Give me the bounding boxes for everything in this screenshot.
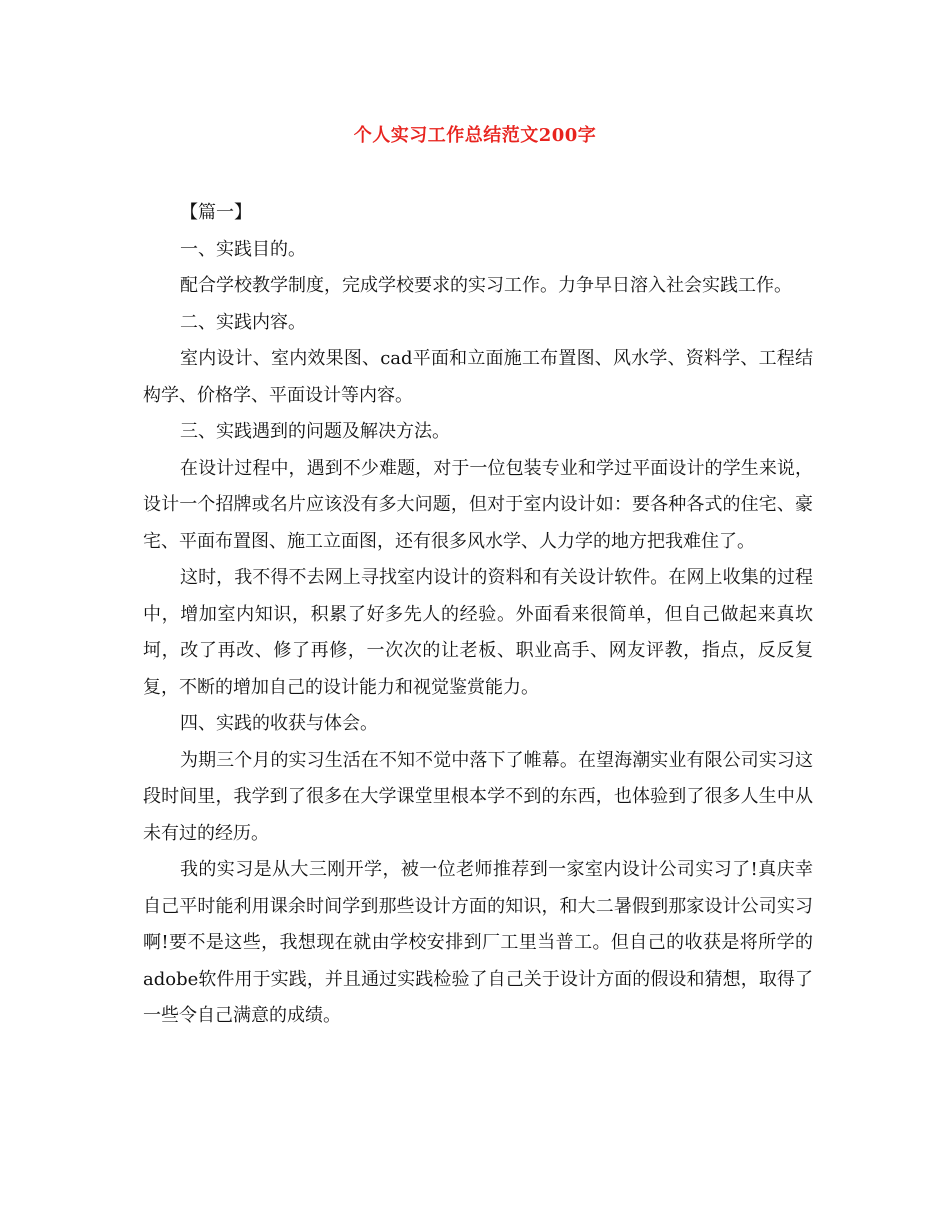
paragraph-gains-1: 为期三个月的实习生活在不知不觉中落下了帷幕。在望海潮实业有限公司实习这段时间里，我学到了很多在大学课堂里根本学不到的东西，也体验到了很多人生中从未有过的经历。 [143, 749, 813, 844]
heading-gains: 四、实践的收获与体会。 [180, 713, 378, 734]
document-title: 个人实习工作总结范文200字 [353, 125, 597, 146]
paragraph-solutions: 这时，我不得不去网上寻找室内设计的资料和有关设计软件。在网上收集的过程中，增加室内知识，积累了好多先人的经验。外面看来很简单，但自己做起来真坎坷，改了再改、修了再修，一次次的让老板、职业高手、网友评教，指点，反反复复，不断的增加自己的设计能力和视觉鉴赏能力。 [143, 567, 813, 698]
paragraph-purpose: 配合学校教学制度，完成学校要求的实习工作。力争早日溶入社会实践工作。 [180, 275, 792, 296]
heading-practice-purpose: 一、实践目的。 [180, 238, 306, 260]
paragraph-content: 室内设计、室内效果图、cad平面和立面施工布置图、风水学、资料学、工程结构学、价格学、平面设计等内容。 [143, 348, 813, 406]
section-label: 【篇一】 [180, 202, 252, 223]
heading-problems-solutions: 三、实践遇到的问题及解决方法。 [180, 421, 450, 442]
heading-practice-content: 二、实践内容。 [180, 311, 306, 333]
document-body [143, 195, 813, 1035]
paragraph-problems: 在设计过程中，遇到不少难题，对于一位包装专业和学过平面设计的学生来说，设计一个招牌或名片应该没有多大问题，但对于室内设计如：要各种各式的住宅、豪宅、平面布置图、施工立面图，还有很多风水学、人力学的地方把我难住了。 [143, 457, 813, 552]
paragraph-gains-2: 我的实习是从大三刚开学，被一位老师推荐到一家室内设计公司实习了!真庆幸自己平时能利用课余时间学到那些设计方面的知识，和大二暑假到那家设计公司实习啊!要不是这些，我想现在就由学校安排到厂工里当普工。但自己的收获是将所学的adobe软件用于实践，并且通过实践检验了自己关于设计方面的假设和猜想，取得了一些令自己满意的成绩。 [143, 859, 813, 1026]
